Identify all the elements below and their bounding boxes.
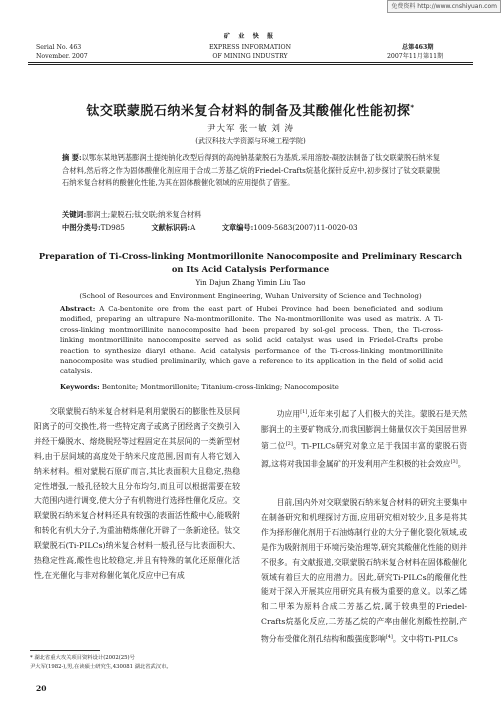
watermark-badge: 免费资料 http://www.cnshiyuan.com: [387, 0, 501, 13]
footnote-author: 尹大军(1982-),男,在读硕士研究生,430081 湖北省武汉市。: [30, 664, 172, 670]
affiliation-cn: (武汉科技大学资源与环境工程学院): [195, 137, 306, 145]
footnote-funding: * 湖北省重大攻关项目资料设计(2002(25)号: [30, 655, 135, 661]
paper-title-en-line2: on Its Acid Catalysis Performance: [171, 264, 330, 274]
header-date-en: November. 2007: [36, 53, 88, 60]
authors-en: Yin Dajun Zhang Yimin Liu Tao: [195, 279, 306, 287]
header-serial: Serial No. 463: [36, 44, 82, 51]
abstract-cn: 摘 要:以鄂东某地钙基膨润土提纯钠化改型后得到的高纯钠基蒙脱石为基质,采用溶胶-凝胶法制备了钛交联蒙脱石纳米复合材料,然后将之作为固体酸催化剂应用于合成二芳基乙烷的Friedel-Crafts烷基化探针反应中,初步探讨了钛交联蒙脱石纳米复合材料的酸催化性能,为其在固体酸催化领域的应用提供了借鉴。: [62, 153, 441, 187]
body-right-paragraph-2: 目前,国内外对交联蒙脱石纳米复合材料的研究主要集中在制备研究和机理探讨方面,应用研究相对较少,且多是将其作为择形催化剂用于石油炼制行业的大分子催化裂化领域,或是作为吸附剂用于环境污染治理等,研究其酸催化性能的则并不很多。有文献报道,交联蒙脱石纳米复合材料在固体酸催化领域有着巨大的应用潜力。因此,研究Ti-PILCs的酸催化性能对于深入开展其应用研究具有极为重要的意义。以苯乙烯和二甲苯为原料合成二芳基乙烷,属于较典型的Friedel-Crafts烷基化反应,二芳基乙烷的产率由催化剂酸性控制,产物分布受催化剂孔结构和酸强度影响[4]。文中将Ti-PILCs: [261, 498, 467, 644]
header-issue-cn: 总第463期: [402, 44, 434, 51]
footnote-rule: [30, 650, 100, 651]
header-journal-en2: OF MINING INDUSTRY: [212, 53, 288, 60]
header-journal-cn: 矿 业 快 报: [223, 33, 277, 40]
header-rule: [28, 62, 473, 63]
abstract-en: Abstract: A Ca-bentonite ore from the east part of Hubei Province had been beneficiated and sodium modified, preparing an ultrapure Na-montmorillonite. The Na-montmorillonite was used as matrix. A Ti-cross-linking montmorillinite nanocomposite had been prepared by sol-gel process. Then, the Ti-cross-linking montmorillinite nanocomposite served as solid acid catalyst was used in Friedel-Crafts probe reaction to synthesize diaryl ethane. Acid catalysis performance of the Ti-cross-linking montmorillinite nanocomposite was studied preliminarily, which gave a reference to its application in the field of solid acid catalysis.: [60, 305, 443, 376]
body-left-column: 交联蒙脱石纳米复合材料是利用蒙脱石的膨胀性及层间阳离子的可交换性,将一些特定离子或离子团经离子交换引入并经干燥脱水、熔烧脱羟等过程固定在其层间的一类新型材料,由于层间域的高度处于纳米尺度范围,因而有人将它划入纳米材料。相对蒙脱石原矿而言,其比表面积大且稳定,热稳定性增强,一般孔径较大且分布均匀,而且可以根据需要在较大范围内进行调变,使大分子有机物进行选择性催化反应。交联蒙脱石纳米复合材料还具有较强的表面活性酸中心,能吸附和转化有机大分子,为重油精炼催化开辟了一条新途径。钛交联蒙脱石(Ti-PILCs)纳米复合材料一般孔径与比表面积大、热稳定性高,酸性也比较稳定,并且有特殊的氧化还原催化活性,在光催化与非对称催化氧化反应中已有成: [34, 407, 240, 580]
affiliation-en: (School of Resources and Environment Engineering, Wuhan University of Science and Technolog): [79, 292, 422, 300]
keywords-cn: 关键词:膨润土;蒙脱石;钛交联;纳米复合材料: [62, 210, 202, 219]
classification-cn: 中图分类号:TD985 文献标识码:A 文章编号:1009-5683(2007)11-0020-03: [62, 223, 358, 232]
keywords-en: Keywords: Bentonite; Montmorillonite; Titanium-cross-linking; Nanocomposite: [60, 383, 339, 391]
header-date-cn: 2007年11月第11期: [387, 53, 444, 60]
paper-title-en-line1: Preparation of Ti-Cross-linking Montmorillonite Nanocomposite and Preliminary Rescarch: [38, 251, 463, 261]
paper-title-cn: 钛交联蒙脱石纳米复合材料的制备及其酸催化性能初探*: [86, 103, 415, 119]
header-rule-2: [28, 64, 473, 65]
authors-cn: 尹大军 张一敏 刘 涛: [206, 124, 295, 134]
header-journal-en1: EXPRESS INFORMATION: [208, 44, 291, 51]
body-right-paragraph-1: 功应用[1],近年来引起了人们极大的关注。蒙脱石是天然膨润土的主要矿物成分,而我国膨润土储量仅次于美国居世界第二位[2]。Ti-PILCs研究对象立足于我国丰富的蒙脱石资源,这将对我国非金属矿的开发利用产生积极的社会效应[3]。: [261, 409, 467, 469]
page-number: 20: [36, 684, 47, 693]
